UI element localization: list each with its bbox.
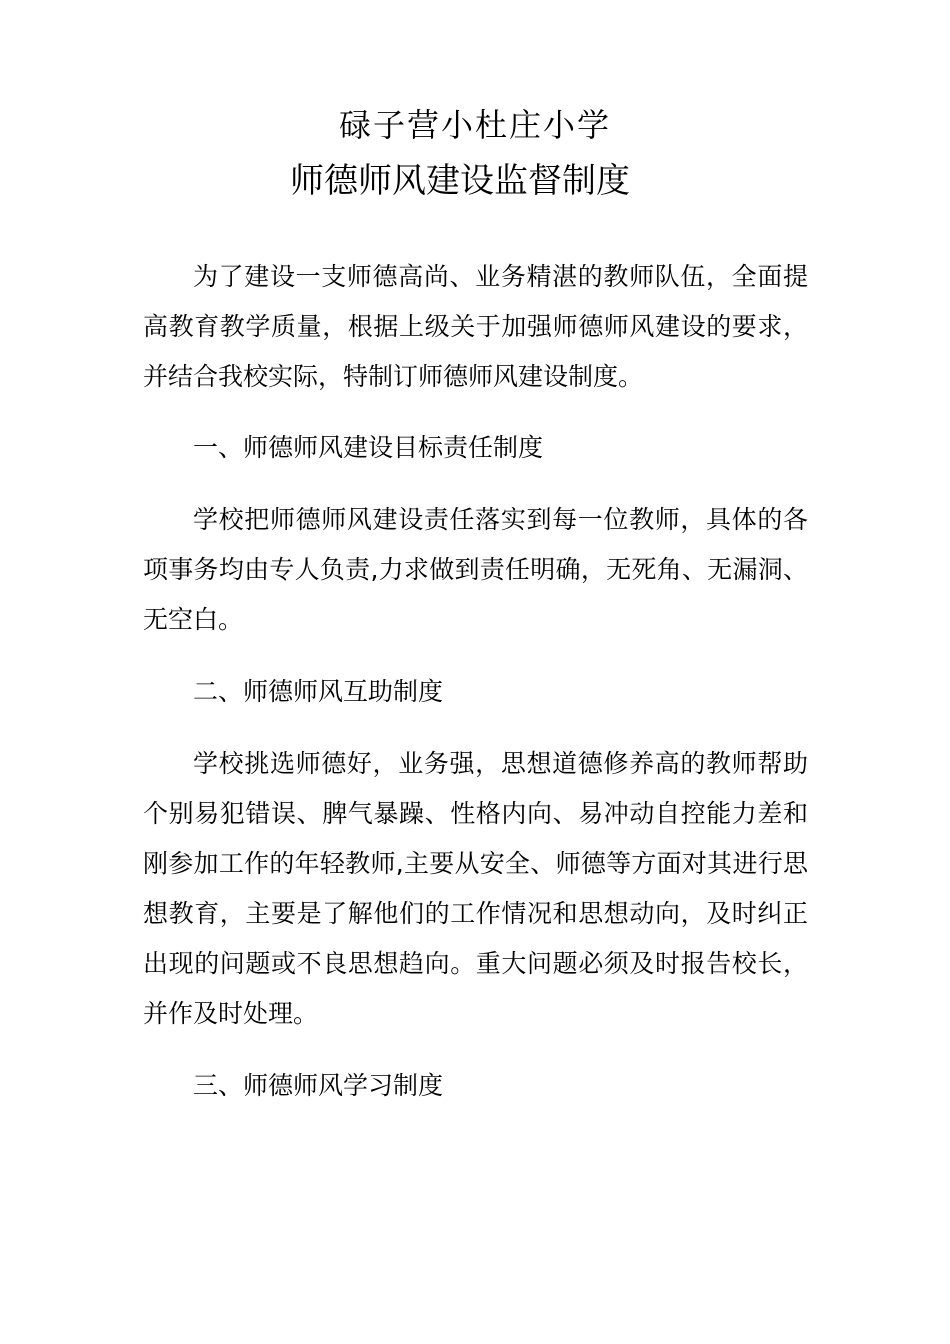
section-1-heading: 一、师德师风建设目标责任制度	[193, 433, 544, 462]
document-title-part-2: 监督	[494, 161, 562, 201]
document-title	[0, 157, 920, 205]
section-2-body: 学校挑选师德好，业务强，思想道德修养高的教师帮助个别易犯错误、脾气暴躁、性格内向、易冲动自控能力差和刚参加工作的年轻教师,主要从安全、师德等方面对其进行思想教育，主要是了解他们的工作情况和思想动向，及时纠正出现的问题或不良思想趋向。重大问题必须及时报告校长，并作及时处理。	[143, 749, 808, 1028]
school-name: 碌子营小杜庄小学	[338, 106, 611, 144]
intro-paragraph: 为了建设一支师德高尚、业务精湛的教师队伍，全面提高教育教学质量，根据上级关于加强师德师风建设的要求，并结合我校实际，特制订师德师风建设制度。	[143, 262, 808, 391]
document-title-part-3: 制度	[562, 161, 630, 201]
section-3-heading: 三、师德师风学习制度	[193, 1071, 444, 1100]
section-1-body: 学校把师德师风建设责任落实到每一位教师，具体的各项事务均由专人负责,力求做到责任明确，无死角、无漏洞、无空白。	[143, 505, 808, 634]
document-title-part-1: 师德师风建设	[290, 161, 494, 201]
section-2-heading: 二、师德师风互助制度	[193, 677, 444, 706]
